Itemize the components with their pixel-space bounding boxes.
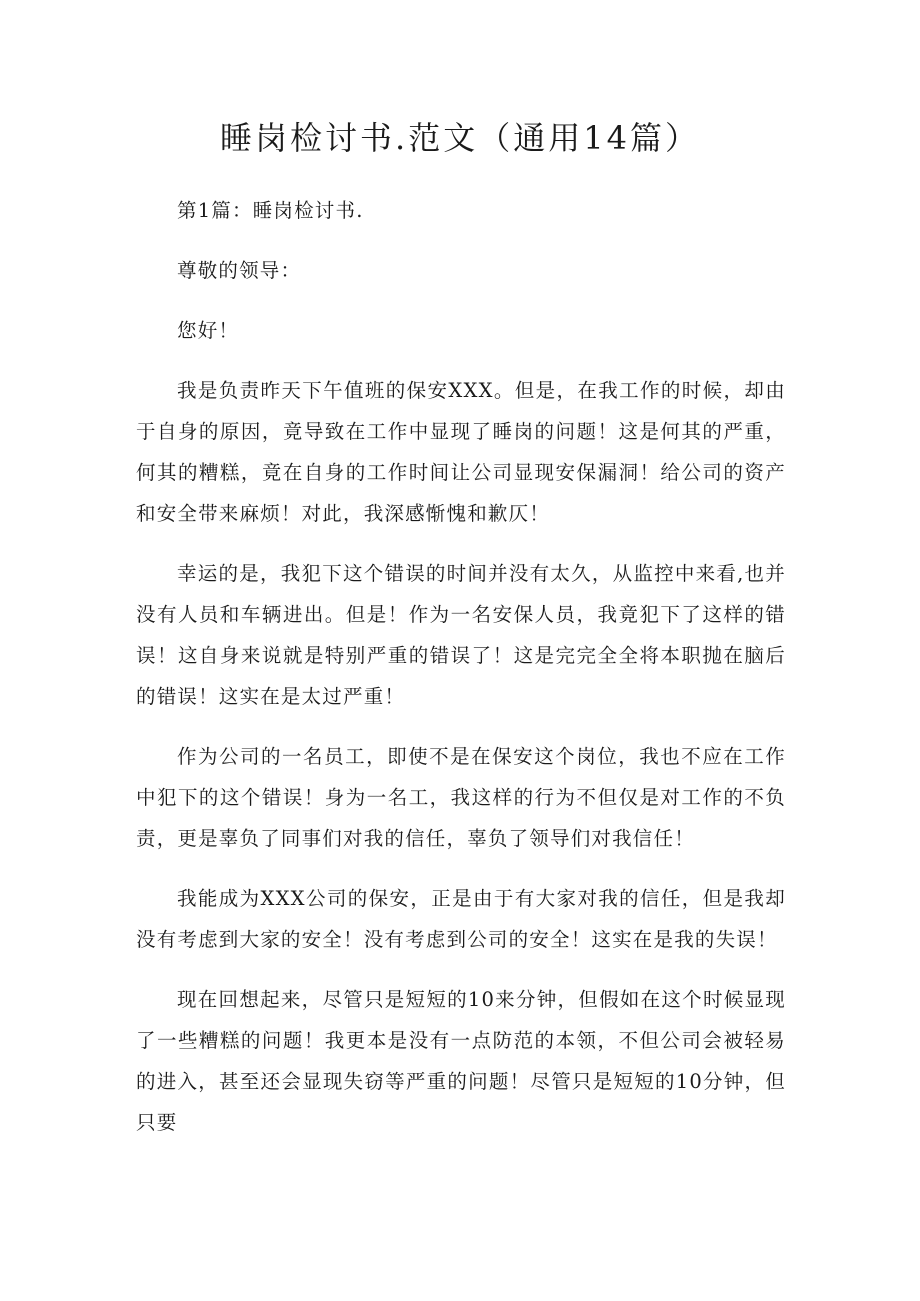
body-paragraph: 作为公司的一名员工，即使不是在保安这个岗位，我也不应在工作中犯下的这个错误！身为一名工，我这样的行为不但仅是对工作的不负责，更是辜负了同事们对我的信任，辜负了领导们对我信任！: [136, 745, 786, 850]
body-paragraph: 现在回想起来，尽管只是短短的10来分钟，但假如在这个时候显现了一些糟糕的问题！我更本是没有一点防范的本领，不但公司会被轻易的进入，甚至还会显现失窃等严重的问题！尽管只是短短的10分钟，但只要: [136, 988, 786, 1134]
document-title: 睡岗检讨书.范文（通用14篇）: [220, 119, 700, 157]
body-paragraph: 我是负责昨天下午值班的保安XXX。但是，在我工作的时候，却由于自身的原因，竟导致在工作中显现了睡岗的问题！这是何其的严重，何其的糟糕，竟在自身的工作时间让公司显现安保漏洞！给公司的资产和安全带来麻烦！对此，我深感惭愧和歉仄！: [136, 379, 786, 525]
salutation: 尊敬的领导：: [177, 259, 302, 282]
body-paragraph: 我能成为XXX公司的保安，正是由于有大家对我的信任，但是我却没有考虑到大家的安全！没有考虑到公司的安全！这实在是我的失误！: [136, 887, 786, 951]
section-heading: 第1篇：睡岗检讨书.: [177, 199, 364, 222]
document-body: [136, 190, 786, 1162]
greeting: 您好！: [177, 319, 240, 342]
body-paragraph: 幸运的是，我犯下这个错误的时间并没有太久，从监控中来看,也并没有人员和车辆进出。但是！作为一名安保人员，我竟犯下了这样的错误！这自身来说就是特别严重的错误了！这是完完全全将本职抛在脑后的错误！这实在是太过严重！: [136, 562, 786, 708]
